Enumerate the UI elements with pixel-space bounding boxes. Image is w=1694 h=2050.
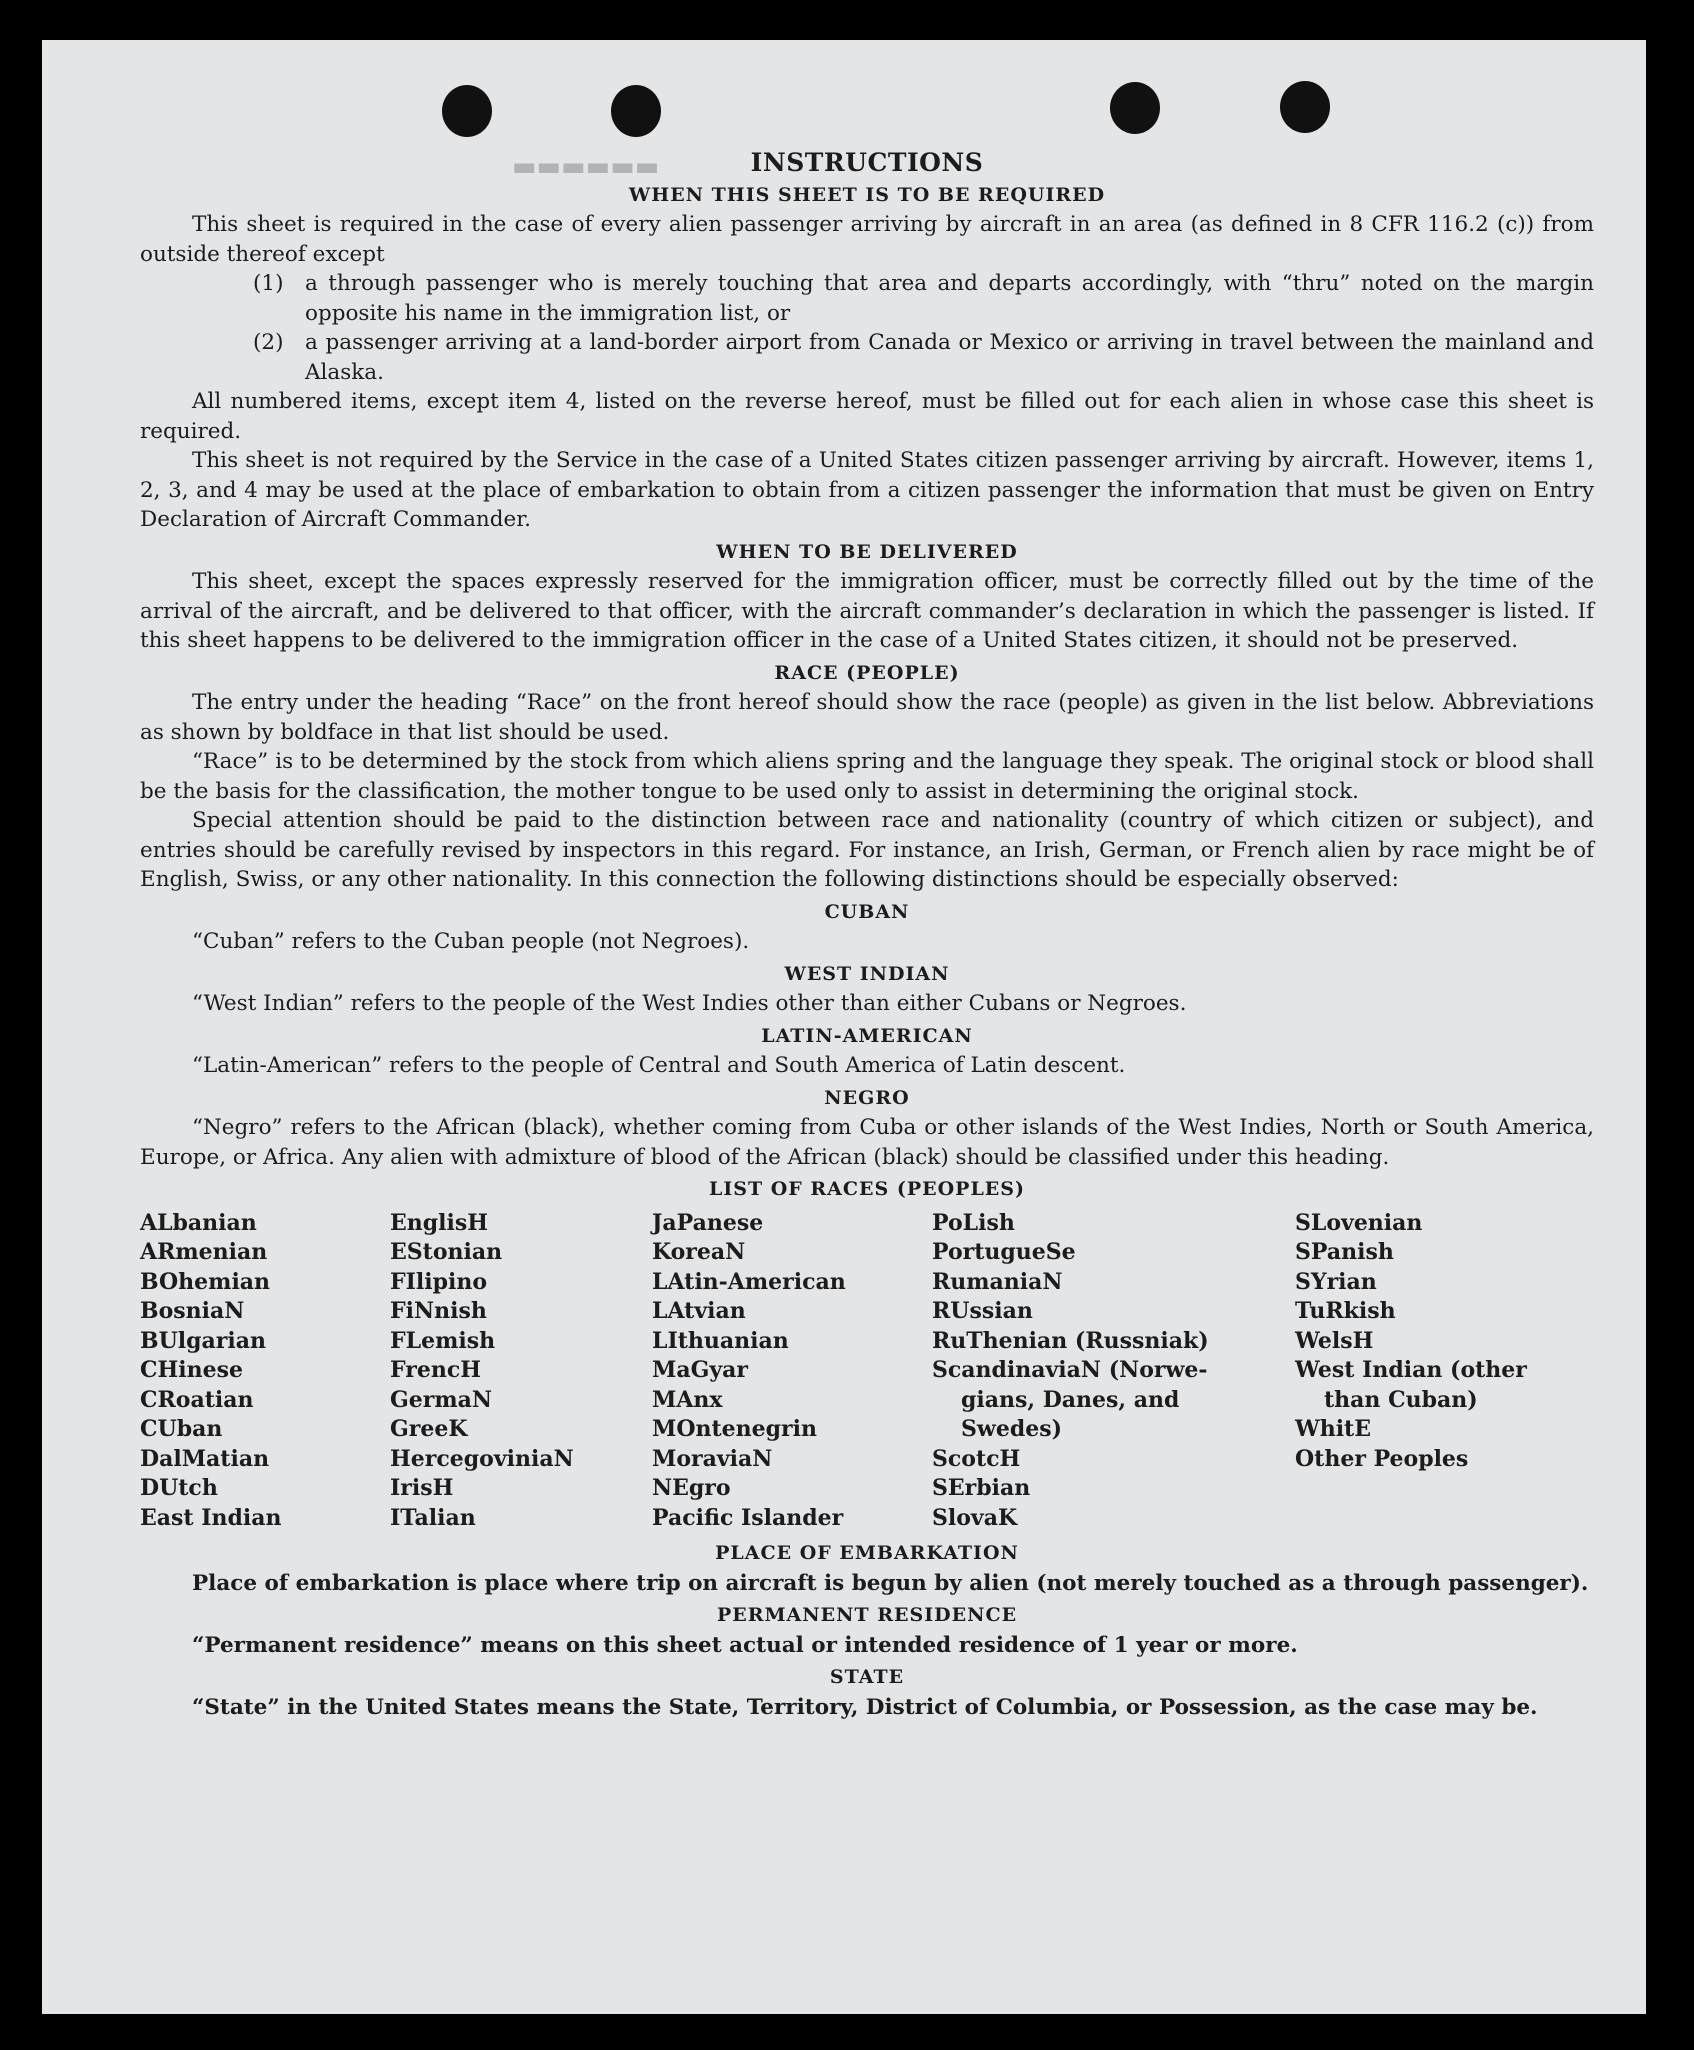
race-item: NEgro [652, 1475, 731, 1501]
heading-permanent-residence: PERMANENT RESIDENCE [716, 1604, 1018, 1626]
exception-item-1: (1) a through passenger who is merely touching that area and departs accordingly, with “thru” noted on the margin opposite his name in the immigration list, or [253, 271, 1594, 326]
race-item: PortugueSe [932, 1239, 1076, 1265]
race-item: BOhemian [140, 1268, 271, 1295]
race-item: DalMatian [140, 1445, 270, 1472]
race-item: FIlipino [390, 1268, 488, 1295]
race-item: ARmenian [140, 1239, 268, 1265]
race-item: SYrian [1295, 1268, 1377, 1295]
race-item: KoreaN [652, 1239, 746, 1265]
race-item-continued: than Cuban) [1324, 1386, 1478, 1413]
race-item: SlovaK [932, 1504, 1018, 1531]
race-item: MaGyar [652, 1357, 749, 1383]
race-item: WelsH [1295, 1327, 1374, 1354]
cuban-definition: “Cuban” refers to the Cuban people (not Negroes). [192, 929, 750, 954]
race-item: LIthuanian [652, 1327, 789, 1354]
heading-embarkation: PLACE OF EMBARKATION [715, 1542, 1019, 1564]
race-item: EStonian [390, 1239, 503, 1265]
residence-definition: “Permanent residence” means on this sheet actual or intended residence of 1 year or more. [192, 1632, 1298, 1658]
race-item: BosniaN [140, 1298, 245, 1324]
race-item: West Indian (other [1295, 1357, 1527, 1383]
heading-list-of-races: LIST OF RACES (PEOPLES) [709, 1178, 1025, 1200]
race-item: CHinese [140, 1357, 244, 1383]
heading-cuban: CUBAN [824, 900, 910, 923]
punch-hole-1 [442, 85, 492, 137]
race-item: FLemish [390, 1327, 496, 1354]
race-item: TuRkish [1295, 1298, 1396, 1324]
race-item: LAtvian [652, 1298, 746, 1324]
race-item: EnglisH [390, 1209, 489, 1236]
race-item: CUban [140, 1416, 223, 1442]
embarkation-definition: Place of embarkation is place where trip on aircraft is begun by alien (not merely touched as a through passenger). [192, 1570, 1589, 1596]
races-list [140, 1209, 1594, 1534]
race-item: HercegoviniaN [390, 1445, 574, 1472]
race-item: ALbanian [140, 1209, 257, 1236]
section-heading-required: WHEN THIS SHEET IS TO BE REQUIRED [628, 183, 1106, 206]
race-paragraph-3: Special attention should be paid to the distinction between race and nationality (country of which citizen or subject), and entries should be carefully revised by inspectors in this regard. For instance, an Irish, German, or French alien by race might be of English, Swiss, or any other nationality. In this connection the following distinctions should be especially observed: [140, 808, 1594, 892]
race-item: PoLish [932, 1209, 1015, 1236]
race-item: ScotcH [932, 1445, 1021, 1472]
latin-american-definition: “Latin-American” refers to the people of Central and South America of Latin descent. [192, 1053, 1126, 1078]
race-item: SPanish [1295, 1239, 1394, 1265]
section-heading-race: RACE (PEOPLE) [774, 661, 960, 684]
race-item: GermaN [390, 1386, 493, 1413]
race-item: MOntenegrin [652, 1416, 817, 1442]
race-item: MoraviaN [652, 1445, 773, 1472]
race-item-continued: Swedes) [961, 1416, 1062, 1442]
race-item: Other Peoples [1295, 1445, 1469, 1472]
race-item: ITalian [390, 1504, 476, 1531]
heading-latin-american: LATIN-AMERICAN [761, 1024, 973, 1047]
race-item: SLovenian [1295, 1209, 1423, 1236]
citizen-paragraph: This sheet is not required by the Service in the case of a United States citizen passenger arriving by aircraft. However, items 1, 2, 3, and 4 may be used at the place of embarkation to obtain from a citizen passenger the information that must be given on Entry Declaration of Aircraft Commander. [140, 448, 1594, 532]
race-item: East Indian [140, 1504, 282, 1531]
race-item-continued: gians, Danes, and [961, 1386, 1180, 1413]
race-item: IrisH [390, 1475, 454, 1501]
race-item: JaPanese [652, 1209, 764, 1236]
races-column-1 [140, 1209, 390, 1534]
race-item: LAtin-American [652, 1268, 846, 1295]
race-item: Pacific Islander [652, 1504, 844, 1531]
race-item: ScandinaviaN (Norwe- [932, 1357, 1208, 1383]
races-column-5 [1295, 1209, 1594, 1534]
delivered-paragraph: This sheet, except the spaces expressly reserved for the immigration officer, must be correctly filled out by the time of the arrival of the aircraft, and be delivered to that officer, with the aircraft commander’s declaration in which the passenger is listed. If this sheet happens to be delivered to the immigration officer in the case of a United States citizen, it should not be preserved. [140, 569, 1594, 653]
heading-west-indian: WEST INDIAN [784, 962, 950, 985]
race-item: FrencH [390, 1357, 481, 1383]
race-item: SErbian [932, 1475, 1031, 1501]
heading-state: STATE [829, 1666, 905, 1688]
race-item: RuThenian (Russniak) [932, 1327, 1209, 1354]
punch-hole-3 [1110, 82, 1160, 134]
punch-hole-2 [611, 85, 661, 137]
state-definition: “State” in the United States means the State, Territory, District of Columbia, or Possession, as the case may be. [192, 1694, 1538, 1720]
races-column-2 [390, 1209, 652, 1534]
race-item: GreeK [390, 1416, 468, 1442]
punch-hole-4 [1280, 81, 1330, 133]
document-sheet [42, 40, 1646, 2014]
heading-negro: NEGRO [824, 1086, 910, 1109]
section-heading-delivered: WHEN TO BE DELIVERED [716, 540, 1018, 563]
race-item: MAnx [652, 1386, 723, 1413]
race-item: BUlgarian [140, 1327, 266, 1354]
race-item: RUssian [932, 1298, 1033, 1324]
race-item: RumaniaN [932, 1268, 1063, 1295]
race-paragraph-2: “Race” is to be determined by the stock from which aliens spring and the language they speak. The original stock or blood shall be the basis for the classification, the mother tongue to be used only to assist in determining the original stock. [140, 749, 1594, 804]
race-item: DUtch [140, 1475, 218, 1501]
numbered-items-paragraph: All numbered items, except item 4, listed on the reverse hereof, must be filled out for each alien in whose case this sheet is required. [140, 389, 1594, 444]
negro-definition: “Negro” refers to the African (black), whether coming from Cuba or other islands of the West Indies, North or South America, Europe, or Africa. Any alien with admixture of blood of the African (black) should be classified under this heading. [140, 1115, 1594, 1170]
race-item: CRoatian [140, 1386, 254, 1413]
west-indian-definition: “West Indian” refers to the people of the West Indies other than either Cubans or Negroes. [192, 991, 1187, 1016]
race-paragraph-1: The entry under the heading “Race” on the front hereof should show the race (people) as given in the list below. Abbreviations as shown by boldface in that list should be used. [140, 690, 1594, 745]
races-column-4 [932, 1209, 1295, 1534]
instructions-content [140, 145, 1594, 1722]
show-through-text: ▬▬▬▬▬▬ [512, 152, 660, 182]
races-column-3 [652, 1209, 932, 1534]
race-item: WhitE [1295, 1416, 1371, 1442]
exception-item-2: (2) a passenger arriving at a land-border airport from Canada or Mexico or arriving in travel between the mainland and Alaska. [253, 330, 1594, 385]
race-item: FiNnish [390, 1298, 487, 1324]
required-intro: This sheet is required in the case of every alien passenger arriving by aircraft in an area (as defined in 8 CFR 116.2 (c)) from outside thereof except [140, 212, 1594, 267]
instructions-title: INSTRUCTIONS [750, 148, 984, 177]
